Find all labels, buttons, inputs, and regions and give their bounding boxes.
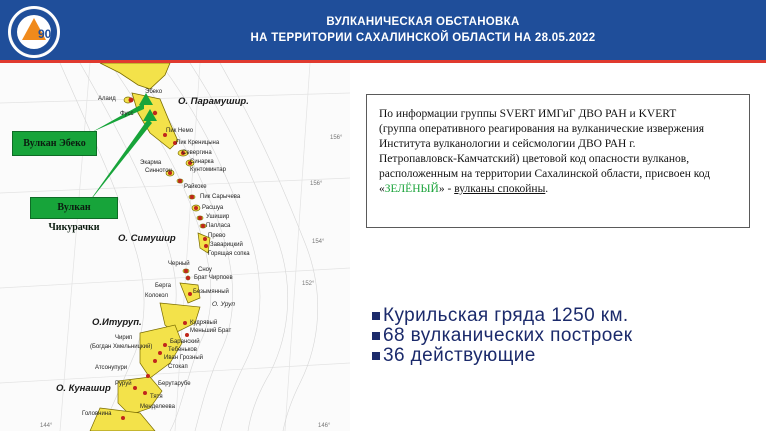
volcano-label: Кудрявый xyxy=(190,320,218,326)
volcano-label: Чирип xyxy=(115,335,133,341)
fact-text: 36 действующие xyxy=(383,345,536,366)
volcano-label: (Богдан Хмельницкий) xyxy=(90,344,153,350)
volcano-label: Фусс xyxy=(120,111,134,117)
volcano-label: Горящая сопка xyxy=(208,251,250,257)
volcano-label: Менделеева xyxy=(140,404,175,410)
island-label-simushir: О. Симушир xyxy=(118,233,176,244)
volcano-label: Сноу xyxy=(198,267,212,273)
volcano-label: Колокол xyxy=(145,293,169,299)
status-end: . xyxy=(545,183,549,195)
map-grid-number: 144° xyxy=(40,423,53,429)
facts-list xyxy=(372,306,762,366)
info-line: (группа оперативного реагирования на вулканические извержения xyxy=(379,123,705,135)
callout-ebeko: Вулкан Эбеко xyxy=(12,131,97,156)
fact-text: 68 вулканических построек xyxy=(383,325,633,346)
map-grid-number: 156° xyxy=(330,135,343,141)
island-label-iturup: О.Итуруп. xyxy=(92,317,142,328)
volcano-label: Стокап xyxy=(168,364,188,370)
volcano-label: Атсонупури xyxy=(95,365,128,371)
volcano-label: Ушишир xyxy=(206,214,230,220)
kamchatka-tip xyxy=(100,63,170,89)
volcano-label: Прево xyxy=(208,233,226,239)
quote-close: » - xyxy=(438,183,455,195)
volcano-label: Экарма xyxy=(140,160,162,166)
map-grid-number: 146° xyxy=(318,423,331,429)
fact-item xyxy=(372,306,762,326)
color-code: ЗЕЛЁНЫЙ xyxy=(384,183,439,195)
info-box xyxy=(366,94,750,228)
fact-item xyxy=(372,326,762,346)
bullet-icon xyxy=(372,312,380,320)
volcano-label: Райкоке xyxy=(184,184,207,190)
fact-text: Курильская гряда 1250 км. xyxy=(383,305,629,326)
bullet-icon xyxy=(372,352,380,360)
map-grid-number: 152° xyxy=(302,281,315,287)
kuril-map xyxy=(0,63,350,431)
info-line: Петропавловск-Камчатский) цветовой код опасности вулканов, xyxy=(379,153,690,165)
volcano-label: Пик Креницына xyxy=(176,140,220,146)
volcano-label: Баранский xyxy=(170,339,200,345)
map-grid-number: 154° xyxy=(312,239,325,245)
fact-item xyxy=(372,346,762,366)
volcano-label: Берга xyxy=(155,283,172,289)
page-title xyxy=(80,14,766,46)
bullet-icon xyxy=(372,332,380,340)
volcano-label: Кунтоминтар xyxy=(190,167,226,173)
volcano-label: Синарка xyxy=(190,159,214,165)
volcano-label: Руруй xyxy=(115,381,132,387)
volcano-label: Головнина xyxy=(82,411,112,417)
volcano-label: Пик Немо xyxy=(166,128,194,134)
info-line: По информации группы SVERT ИМГиГ ДВО РАН и KVERT xyxy=(379,108,677,120)
island-label-urup: О. Уруп xyxy=(212,301,235,308)
quote-open: « xyxy=(379,183,385,195)
volcano-label: Безымянный xyxy=(193,289,229,295)
volcano-label: Палласа xyxy=(206,223,231,229)
volcano-label: Меньший Брат xyxy=(190,328,232,334)
volcano-label: Брат Чирпоев xyxy=(194,275,233,281)
volcano-label: Тебеньков xyxy=(168,347,197,353)
logo-number: 90 xyxy=(38,27,52,41)
volcano-label: Эбеко xyxy=(145,89,163,95)
header-banner xyxy=(0,0,766,60)
volcano-label: Синнотон xyxy=(145,168,172,174)
map-grid-number: 156° xyxy=(310,181,323,187)
volcano-label: Расшуа xyxy=(202,205,224,211)
civil-defense-logo xyxy=(8,6,60,58)
volcano-label: Пик Сарычева xyxy=(200,194,241,200)
island-chain xyxy=(90,97,210,431)
status-text: вулканы спокойны xyxy=(454,183,546,195)
island-label-paramushir: О. Парамушир. xyxy=(178,96,249,107)
volcano-label: Берутарубе xyxy=(158,381,191,387)
volcano-label: Черный xyxy=(168,261,190,267)
info-line: Института вулканологии и сейсмологии ДВО РАН г. xyxy=(379,138,636,150)
callout-chikurachki: Вулкан Чикурачки xyxy=(30,197,118,219)
volcano-label: Севергина xyxy=(182,150,212,156)
info-line-status xyxy=(379,182,739,197)
volcano-label: Алаид xyxy=(98,96,116,102)
title-line-2: НА ТЕРРИТОРИИ САХАЛИНСКОЙ ОБЛАСТИ НА 28.05.2022 xyxy=(250,32,596,44)
info-line: расположенным на территории Сахалинской области, присвоен код xyxy=(379,168,710,180)
map-grid xyxy=(0,63,350,431)
volcano-label: Тятя xyxy=(150,394,163,400)
depth-contours xyxy=(60,63,318,431)
volcano-label: Иван Грозный xyxy=(164,355,203,361)
island-label-kunashir: О. Кунашир xyxy=(56,383,111,394)
title-line-1: ВУЛКАНИЧЕСКАЯ ОБСТАНОВКА xyxy=(326,16,520,28)
volcano-label: Заварицкий xyxy=(210,242,243,248)
